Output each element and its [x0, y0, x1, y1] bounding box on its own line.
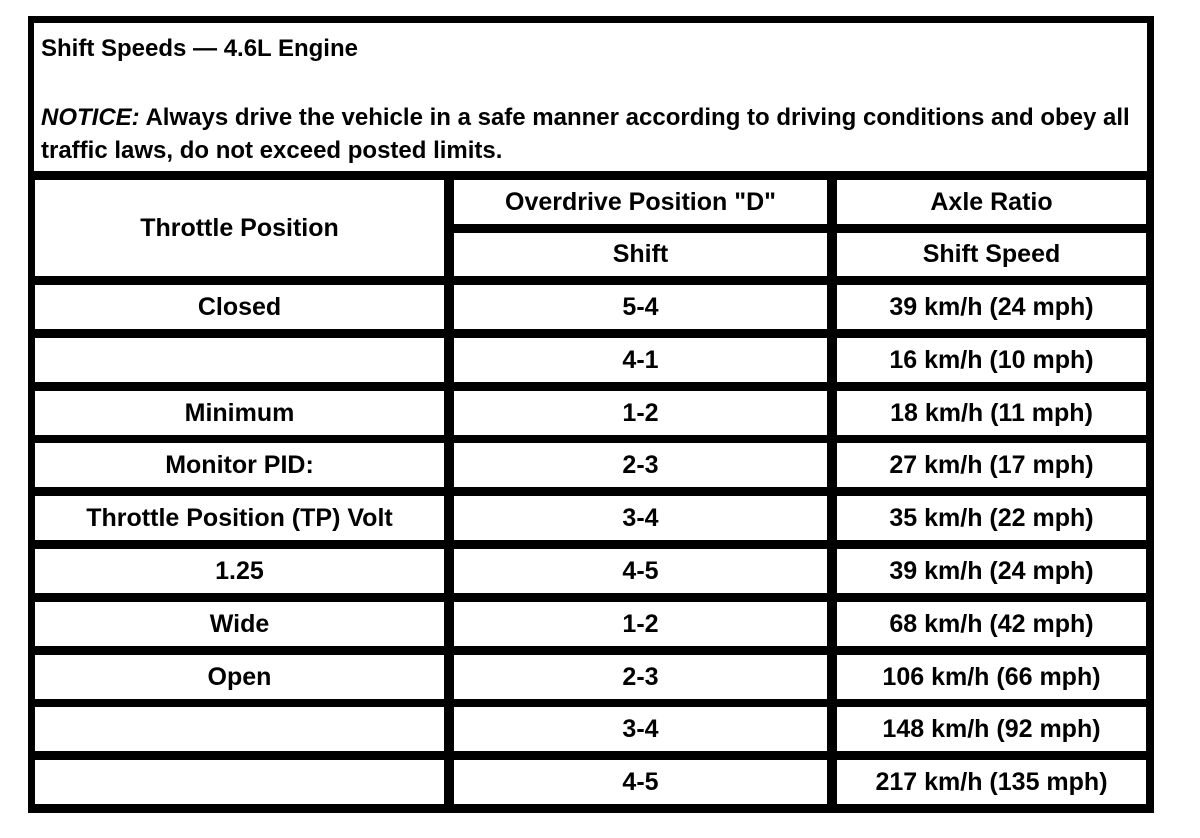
shift-cell: 4-5: [454, 549, 827, 593]
shift-cell: 2-3: [454, 655, 827, 699]
throttle-cell: Monitor PID:: [35, 443, 444, 487]
shift-cell: 1-2: [454, 602, 827, 646]
shift-speed-cell: 39 km/h (24 mph): [837, 549, 1146, 593]
throttle-cell: 1.25: [35, 549, 444, 593]
shift-speed-cell: 68 km/h (42 mph): [837, 602, 1146, 646]
shift-cell: 1-2: [454, 391, 827, 435]
shift-speed-cell: 16 km/h (10 mph): [837, 338, 1146, 382]
header-throttle-position: Throttle Position: [35, 180, 444, 276]
notice-label: NOTICE:: [41, 104, 140, 131]
throttle-cell: [35, 707, 444, 751]
shift-cell: 2-3: [454, 443, 827, 487]
notice-paragraph: [41, 101, 1147, 167]
throttle-cell: [35, 760, 444, 804]
shift-speed-cell: 106 km/h (66 mph): [837, 655, 1146, 699]
table-header-notice: [34, 23, 1147, 171]
throttle-cell: Closed: [35, 285, 444, 329]
shift-cell: 4-1: [454, 338, 827, 382]
shift-speed-cell: 35 km/h (22 mph): [837, 496, 1146, 540]
header-axle-ratio: Axle Ratio: [837, 180, 1146, 224]
shift-speed-cell: 217 km/h (135 mph): [837, 760, 1146, 804]
header-shift-speed: Shift Speed: [837, 233, 1146, 276]
shift-speed-cell: 27 km/h (17 mph): [837, 443, 1146, 487]
throttle-cell: Throttle Position (TP) Volt: [35, 496, 444, 540]
shift-cell: 5-4: [454, 285, 827, 329]
shift-cell: 3-4: [454, 496, 827, 540]
header-overdrive-position: Overdrive Position "D": [454, 180, 827, 224]
throttle-cell: Open: [35, 655, 444, 699]
throttle-cell: Minimum: [35, 391, 444, 435]
shift-speed-cell: 18 km/h (11 mph): [837, 391, 1146, 435]
header-shift: Shift: [454, 233, 827, 276]
shift-cell: 4-5: [454, 760, 827, 804]
notice-text: Always drive the vehicle in a safe manner according to driving conditions and obey all traffic laws, do not exceed posted limits.: [41, 104, 1130, 164]
shift-cell: 3-4: [454, 707, 827, 751]
throttle-cell: [35, 338, 444, 382]
shift-speed-cell: 148 km/h (92 mph): [837, 707, 1146, 751]
table-title: Shift Speeds — 4.6L Engine: [41, 35, 358, 62]
shift-speed-cell: 39 km/h (24 mph): [837, 285, 1146, 329]
throttle-cell: Wide: [35, 602, 444, 646]
